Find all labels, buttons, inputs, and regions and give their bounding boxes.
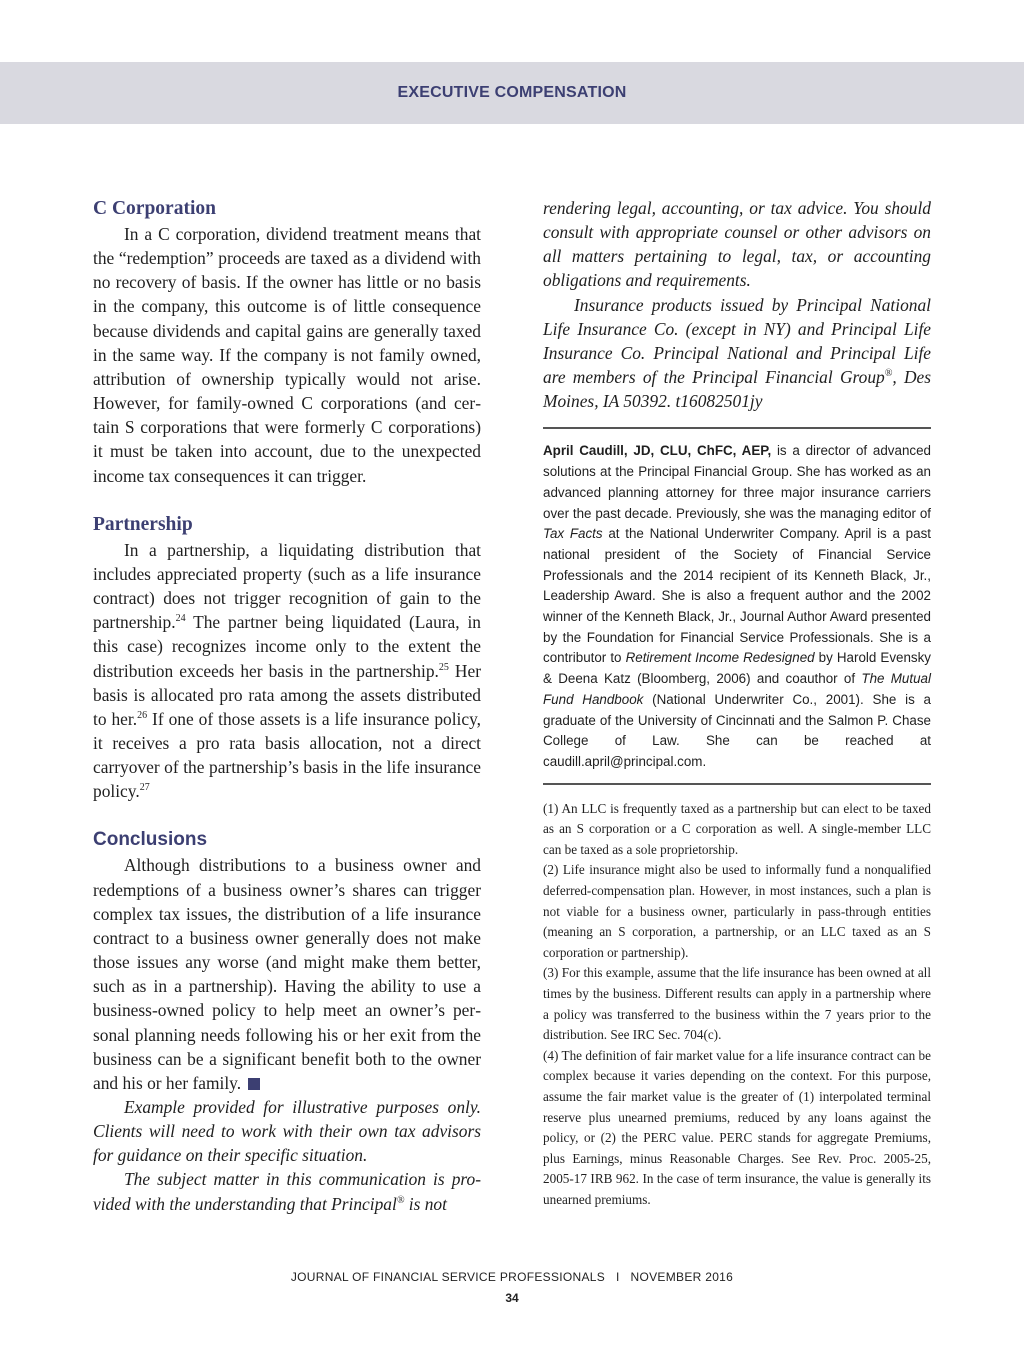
- footnote-ref: 27: [139, 782, 150, 794]
- heading-conclusions: Conclusions: [93, 829, 208, 851]
- disclaimer-continued: rendering legal, accounting, or tax advice. You should consult with appropriate counsel or other advisors on all matters pertaining to legal, tax, or accounting obligations and requirements.: [543, 198, 931, 291]
- author-bio: April Caudill, JD, CLU, ChFC, AEP, is a director of advanced solutions at the Principal Financial Group. She has worked as an advanced planning attorney for three major insurance carriers over the past decade. Previously, she was the managing editor of Tax Facts at the National Underwriter Company. April is a past national president of the Society of Financial Service Professionals and the 2014 recipient of its Kenneth Black, Jr., Leadership Award. She is also a frequent author and the 2002 winner of the Kenneth Black, Jr., Journal Author Award presented by the Foundation for Financial Service Professionals. She is a contributor to Retirement Income Redesigned by Harold Evensky & Deena Katz (Bloomberg, 2006) and coauthor of The Mutual Fund Handbook (National Underwriter Co., 2001). She is a graduate of the University of Cincinnati and the Salmon P. Chase College of Law. She can be reached at caudill.april@principal.com.: [543, 443, 932, 769]
- insurance-disclaimer: Insurance products issued by Principal National Life Insurance Co. (except in NY) and Principal Life Insurance Co. Principal National and Principal Life are members of the Principal Financial Group®, Des Moines, IA 50392. t16082501jy: [543, 294, 931, 412]
- heading-c-corporation: C Corporation: [93, 198, 216, 219]
- footnote-list: [543, 799, 931, 1211]
- end-of-article-mark: [248, 1078, 260, 1090]
- paragraph-c-corporation: In a C corporation, dividend treatment means that the “redemption” proceeds are taxed as a dividend with no recovery of basis. If the owner has little or no basis in the company, this outcome is of little consequence because dividends and capital gains are generally taxed in the same way. If the company is not family owned, attribution of ownership typically would not arise. However, for family-owned C corporations (and certain S corporations that were formerly C corporations) it must be taken into account, due to the unexpected income tax consequences it can trigger.: [93, 224, 481, 486]
- footnote: (2) Life insurance might also be used to informally fund a nonqualified deferred-compensation plan. However, in most instances, such a plan is not viable for a business owner, particularly in pass-through entities (meaning an S corporation, a partnership, or an LLC taxed as an S corporation or partnership).: [543, 862, 931, 960]
- section-header-band: [0, 62, 1024, 124]
- divider: [543, 783, 931, 785]
- journal-footer: JOURNAL OF FINANCIAL SERVICE PROFESSIONALS I NOVEMBER 2016: [290, 1270, 734, 1284]
- footnote: (4) The definition of fair market value for a life insurance contract can be complex because it varies depending on the context. For this purpose, assume the fair market value is the greater of (1) interpolated terminal reserve plus unearned premiums, reduced by any loans against the policy, or (2) the PERC value. PERC stands for aggregate Premiums, plus Earnings, minus Reasonable Charges. See Rev. Proc. 2005-25, 2005-17 IRB 962. In the case of term insurance, the value is generally its unearned premiums.: [543, 1047, 931, 1207]
- author-name: April Caudill, JD, CLU, ChFC, AEP,: [543, 443, 772, 459]
- right-column: [543, 196, 931, 1211]
- section-title: EXECUTIVE COMPENSATION: [397, 84, 627, 101]
- paragraph-conclusions: Although distributions to a business owner and redemptions of a business owner’s shares can trigger complex tax issues, the distribution of a life insurance contract to a business owner generally does not make those issues any worse (and might make them better, such as in a partnership). Having the ability to use a business-owned policy to help meet an owner’s personal planning needs following his or her exit from the business can be a significant benefit both to the owner and his or her family.: [93, 855, 481, 1093]
- example-disclaimer: Example provided for illustrative purposes only. Clients will need to work with their own tax advisors for guidance on their specific situation.: [93, 1097, 481, 1166]
- subject-disclaimer: The subject matter in this communication is provided with the understanding that Principal® is not: [93, 1169, 481, 1214]
- left-column: [93, 196, 481, 1216]
- footnote-ref: 24: [175, 613, 186, 625]
- footnote-ref: 25: [438, 661, 449, 673]
- heading-partnership: Partnership: [93, 513, 193, 535]
- footnote: (1) An LLC is frequently taxed as a partnership but can elect to be taxed as an S corporation or a C corporation as well. A single-member LLC can be taxed as a sole proprietorship.: [543, 800, 931, 857]
- footnote-ref: 26: [137, 710, 148, 722]
- page-number: 34: [505, 1291, 519, 1305]
- divider: [543, 427, 931, 429]
- paragraph-partnership: In a partnership, a liquidating distribution that includes appreciated property (such as a life insurance contract) does not trigger recognition of gain to the partnership.$^{24}$ The partner being liquidated (Laura, in this case) recognizes income only to the extent the distribution exceeds her basis in the partnership.$^{25}$ Her basis is allocated pro rata among the assets distributed to her.$^{26}$ If one of those assets is a life insurance policy, it receives a pro rata basis allocation, not a direct carryover of the partnership’s basis in the life insurance policy.$^{27}$: [93, 539, 482, 802]
- footnote: (3) For this example, assume that the life insurance has been owned at all times by the business. Different results can apply in a partnership where a policy was transferred to the business within the 7 years prior to the distribution. See IRC Sec. 704(c).: [543, 965, 931, 1043]
